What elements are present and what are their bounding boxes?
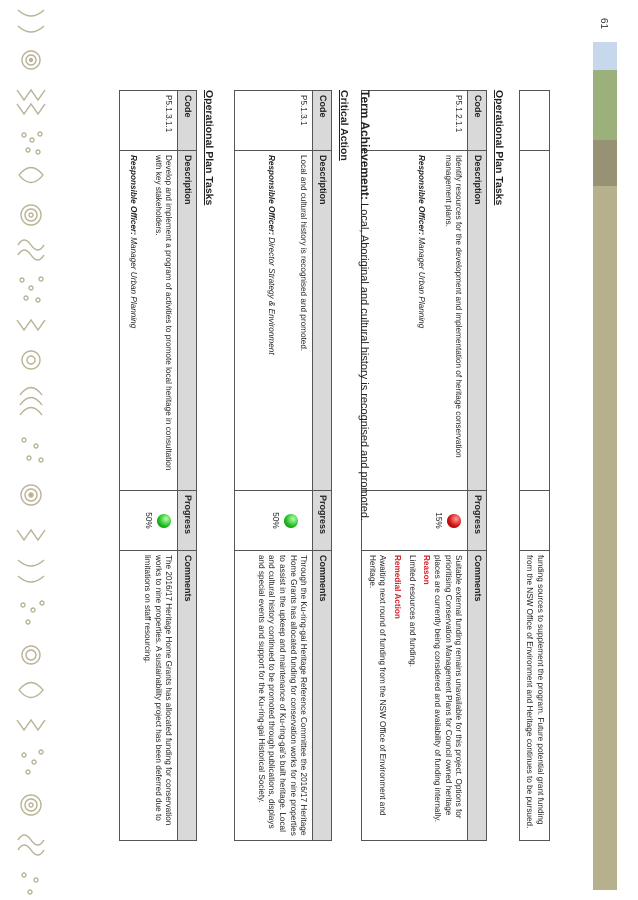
green-status-icon xyxy=(157,514,171,528)
page-number: 61 xyxy=(598,17,610,30)
header-description: Description xyxy=(468,151,487,491)
task-code: P5.1.2.1.1 xyxy=(362,91,468,151)
header-description: Description xyxy=(313,151,332,491)
operational-tasks-heading-2: Operational Plan Tasks xyxy=(203,90,215,206)
table-row xyxy=(362,91,468,841)
table-row xyxy=(519,91,549,841)
responsible-officer: Responsible Officer: Director Strategy & Environment xyxy=(266,155,276,355)
reason-text: Limited resources and funding. xyxy=(407,555,417,667)
header-code: Code xyxy=(468,91,487,151)
decorative-pattern-border xyxy=(14,0,48,900)
table-row xyxy=(235,91,313,841)
color-band-green xyxy=(593,70,617,140)
task-comment: The 2016/17 Heritage Home Grants has allocated funding for conservation works to nine properties. A sustainability project has been deferred due to limitations on staff resourcing. xyxy=(120,551,178,841)
green-status-icon xyxy=(284,514,298,528)
table-row xyxy=(120,91,178,841)
page-content xyxy=(66,0,586,900)
task-code: P5.1.3.1.1 xyxy=(120,91,178,151)
task-description: Develop and implement a program of activities to promote local heritage in consultation with key stakeholders. xyxy=(153,155,174,471)
critical-action-heading: Critical Action xyxy=(338,90,350,161)
red-status-icon xyxy=(447,514,461,528)
action-comment: Through the Ku-ring-gai Heritage Reference Committee the 2016/17 Heritage Home Grants has allocated funding for conservation works for nine properties to assist in the upkeep and maintenance of Ku-ring-gai's built heritage. Local and cultural history continued to be promoted through publications, displays and special events and support for the Ku-ring-gai Historical Society. xyxy=(235,551,313,841)
header-progress: Progress xyxy=(313,491,332,551)
continuation-comment: funding sources to supplement the program. Future potential grant funding from the NSW Office of Environment and Heritage continues to be pursued. xyxy=(519,551,549,841)
header-comments: Comments xyxy=(468,551,487,841)
responsible-officer: Responsible Officer: Manager Urban Planning xyxy=(417,155,426,329)
action-progress: 50% xyxy=(271,512,281,529)
header-description: Description xyxy=(178,151,197,491)
responsible-officer: Responsible Officer: Manager Urban Planning xyxy=(129,155,138,329)
task-progress: 50% xyxy=(144,512,154,529)
header-progress: Progress xyxy=(468,491,487,551)
color-band-top xyxy=(593,42,617,70)
task-comment: Suitable external funding remains unavailable for this project. Options for prioritising Conservation Management Plans for Council owned heritage places are currently being considered and availability of funding internally. xyxy=(433,555,464,823)
header-comments: Comments xyxy=(313,551,332,841)
action-code: P5.1.3.1 xyxy=(235,91,313,151)
critical-action-table xyxy=(234,90,332,841)
action-description: Local and cultural history is recognised and promoted. xyxy=(299,155,309,352)
reason-label: Reason xyxy=(422,555,432,585)
header-progress: Progress xyxy=(178,491,197,551)
header-code: Code xyxy=(313,91,332,151)
remedial-action-text: Awaiting next round of funding from the NSW Office of Environment and Heritage. xyxy=(367,555,388,816)
task-progress: 15% xyxy=(434,512,444,529)
color-band-light xyxy=(593,186,617,890)
operational-tasks-table xyxy=(361,90,487,841)
header-code: Code xyxy=(178,91,197,151)
color-band-dark xyxy=(593,140,617,186)
continuation-table xyxy=(519,90,550,841)
operational-tasks-table-2 xyxy=(119,90,197,841)
header-comments: Comments xyxy=(178,551,197,841)
remedial-action-label: Remedial Action xyxy=(393,555,403,619)
task-description: Identify resources for the development and implementation of heritage conservation management plans. xyxy=(443,155,464,458)
term-achievement: Term Achievement: Local, Aboriginal and cultural history is recognised and promoted. xyxy=(358,90,372,522)
operational-tasks-heading: Operational Plan Tasks xyxy=(493,90,505,206)
